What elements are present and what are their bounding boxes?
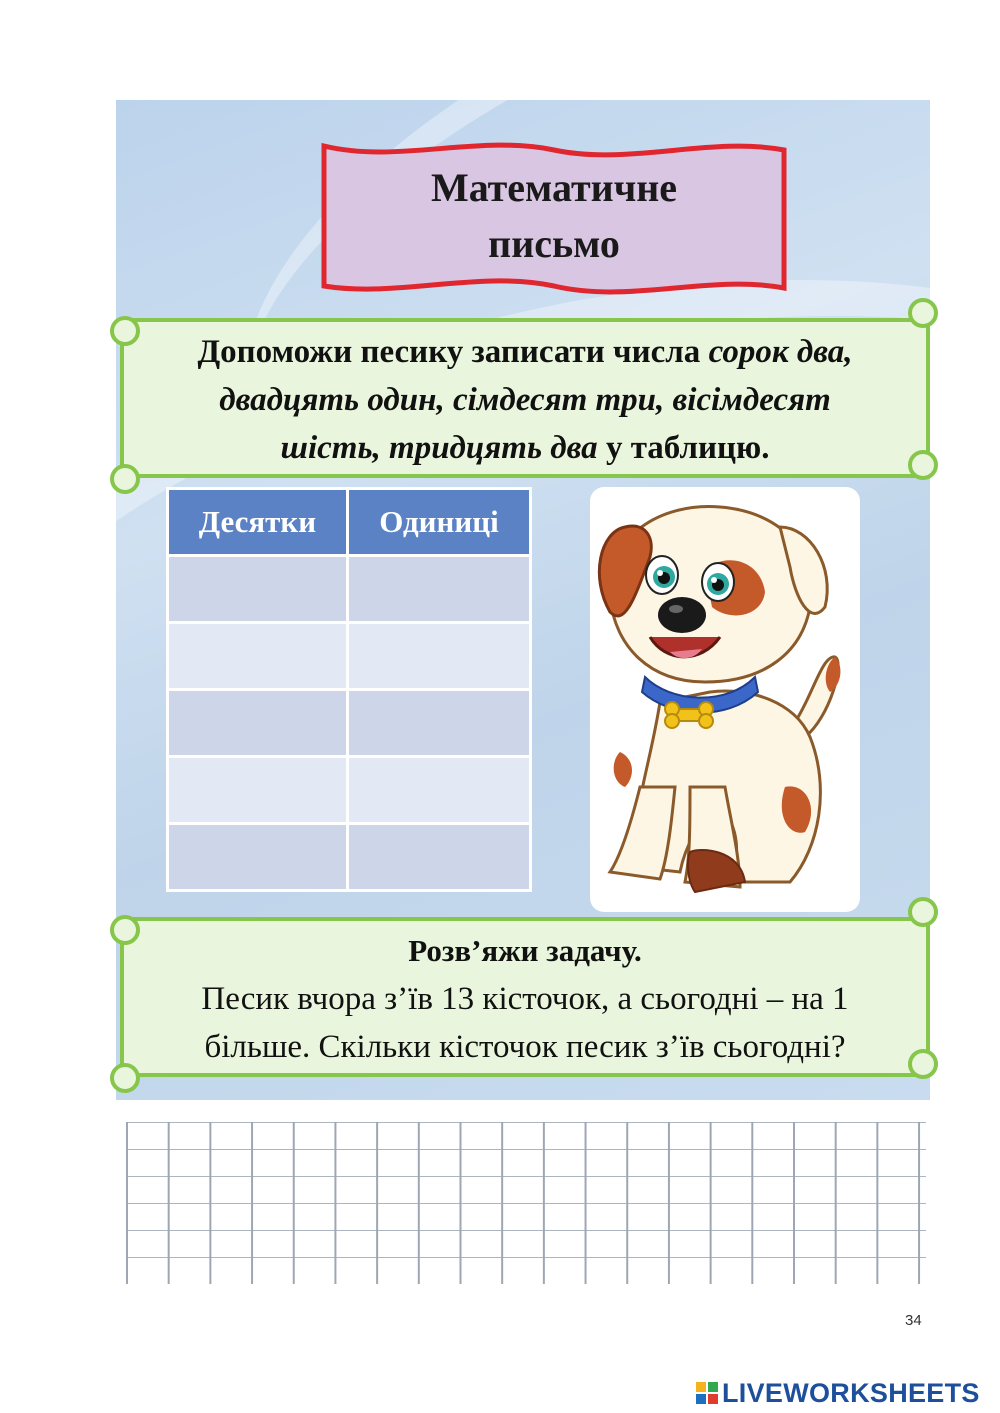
table-row (168, 757, 531, 824)
tens-input-cell[interactable] (168, 556, 348, 623)
units-input-cell[interactable] (347, 824, 530, 891)
tens-input-cell[interactable] (168, 757, 348, 824)
tens-input-cell[interactable] (168, 824, 348, 891)
table-row (168, 623, 531, 690)
task-2-line-2: більше. Скільки кісточок песик з’їв сьогодні? (204, 1029, 846, 1065)
dog-illustration-icon (590, 487, 860, 912)
table-row (168, 824, 531, 891)
task-1-text-plain: Допоможи песику записати числа (197, 334, 709, 370)
task-1-text-plain: у таблицю. (597, 430, 770, 466)
scroll-curl (110, 316, 140, 346)
task-1-text-italic: двадцять один, сімдесят три, вісімдесят (219, 382, 831, 418)
scroll-curl (908, 1049, 938, 1079)
task-1-text (140, 328, 910, 472)
table-row (168, 556, 531, 623)
task-2-text (140, 927, 910, 1071)
title-line-2: письмо (488, 221, 620, 266)
brand-name: LIVEWORKSHEETS (722, 1377, 980, 1408)
place-value-table (166, 487, 532, 892)
liveworksheets-logo (696, 1378, 980, 1408)
task-2-title: Розв’яжи задачу. (408, 933, 642, 968)
page-number: 34 (905, 1312, 922, 1329)
scroll-curl (110, 464, 140, 494)
units-input-cell[interactable] (347, 556, 530, 623)
page-title (318, 160, 790, 272)
answer-grid[interactable] (126, 1122, 926, 1284)
scroll-curl (110, 915, 140, 945)
task-2-line-1: Песик вчора з’їв 13 кісточок, а сьогодні – на 1 (201, 981, 849, 1017)
title-line-1: Математичне (430, 165, 678, 210)
table-header-units: Одиниці (347, 489, 530, 556)
scroll-curl (110, 1063, 140, 1093)
table-row (168, 690, 531, 757)
scroll-curl (908, 450, 938, 480)
task-1-text-italic: шість, тридцять два (280, 430, 598, 466)
scroll-curl (908, 298, 938, 328)
table-header-tens: Десятки (168, 489, 348, 556)
tens-input-cell[interactable] (168, 623, 348, 690)
task-1-text-italic: сорок два, (708, 334, 853, 370)
units-input-cell[interactable] (347, 690, 530, 757)
units-input-cell[interactable] (347, 623, 530, 690)
units-input-cell[interactable] (347, 757, 530, 824)
tens-input-cell[interactable] (168, 690, 348, 757)
dog-picture-frame (590, 487, 860, 912)
logo-icon (696, 1382, 718, 1404)
scroll-curl (908, 897, 938, 927)
